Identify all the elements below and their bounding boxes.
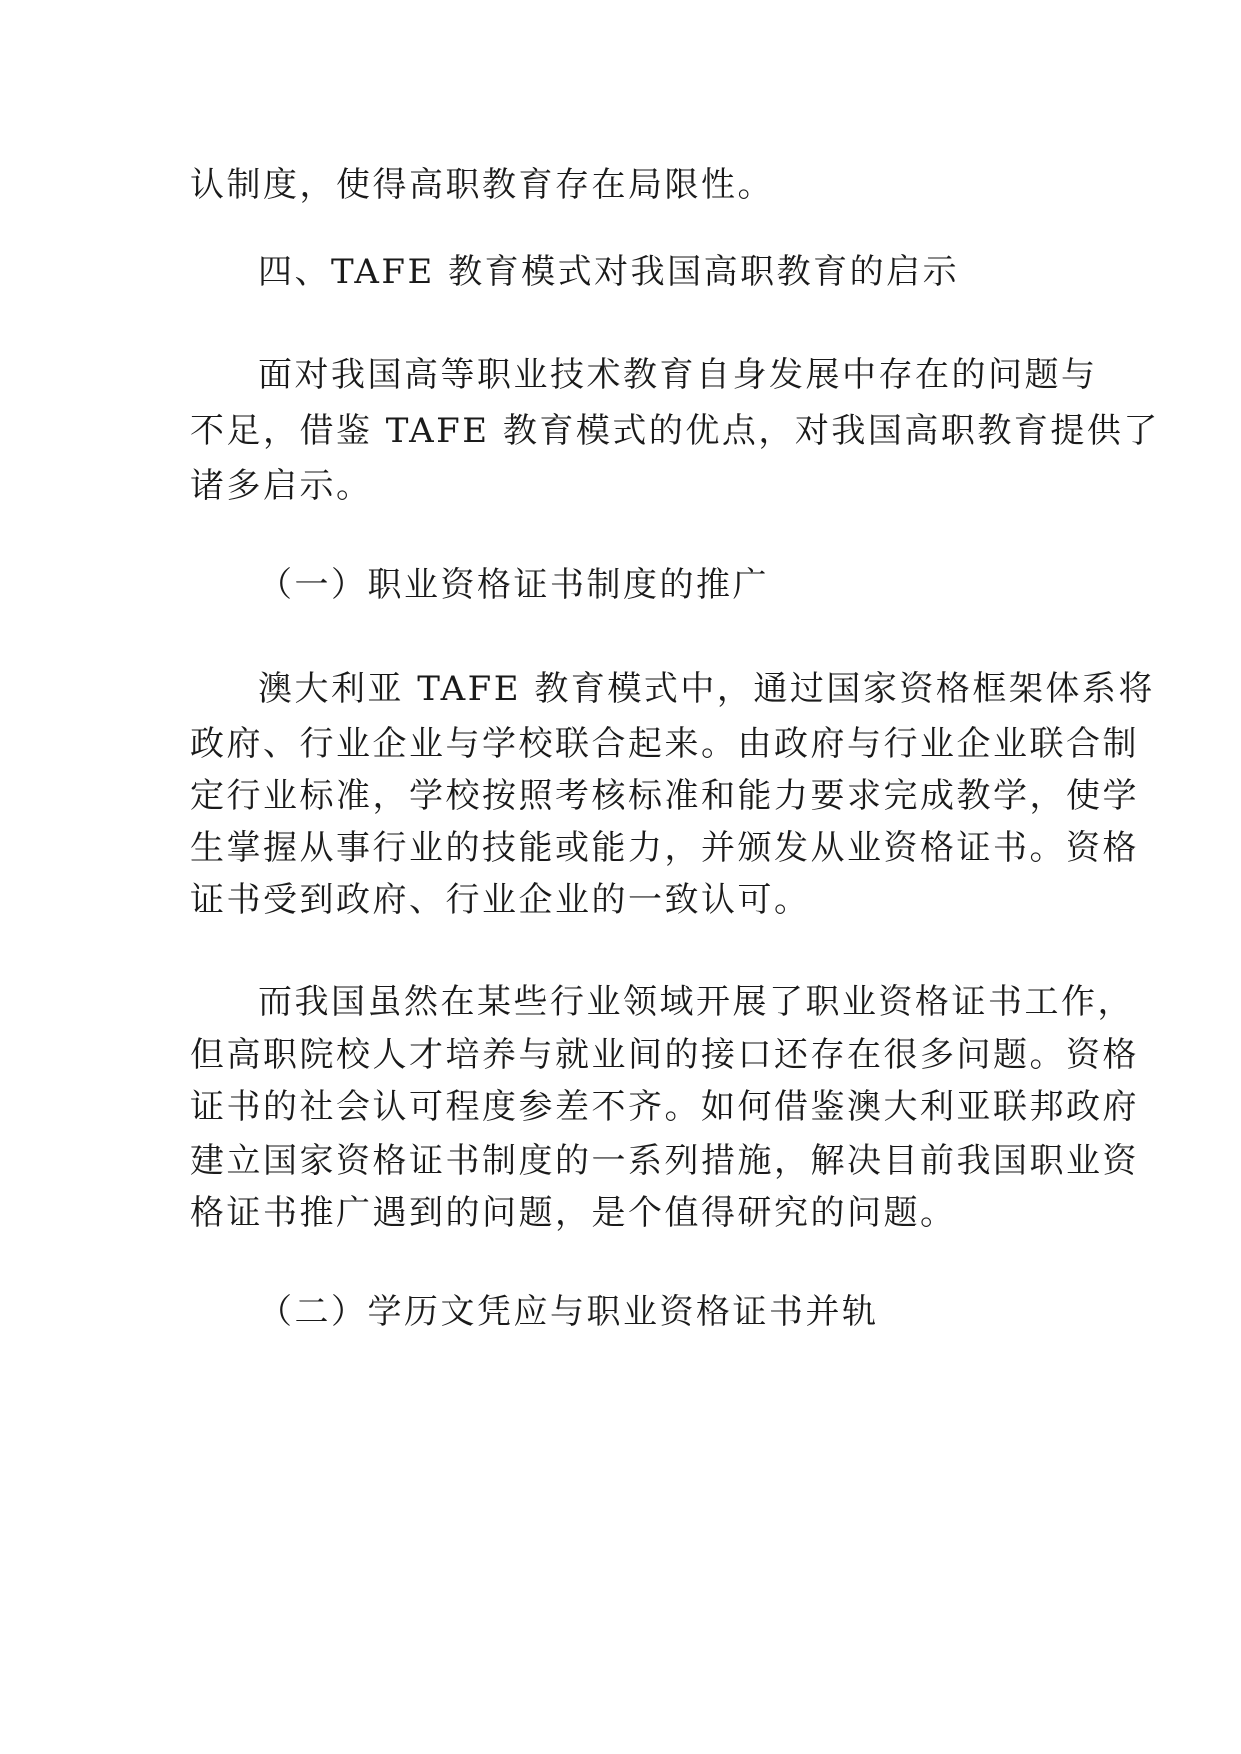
paragraph-line: 政府、行业企业与学校联合起来。由政府与行业企业联合制 xyxy=(190,724,1139,764)
paragraph-line: 定行业标准，学校按照考核标准和能力要求完成教学，使学 xyxy=(190,776,1139,816)
paragraph-line: 但高职院校人才培养与就业间的接口还存在很多问题。资格 xyxy=(190,1035,1139,1075)
paragraph-line: 面对我国高等职业技术教育自身发展中存在的问题与 xyxy=(258,355,1098,395)
section-heading: 四、TAFE 教育模式对我国高职教育的启示 xyxy=(258,252,960,292)
paragraph-line: 认制度，使得高职教育存在局限性。 xyxy=(190,165,774,205)
subsection-heading: （一）职业资格证书制度的推广 xyxy=(258,565,769,605)
paragraph-line: 不足，借鉴 TAFE 教育模式的优点，对我国高职教育提供了 xyxy=(190,411,1160,451)
paragraph-line: 格证书推广遇到的问题，是个值得研究的问题。 xyxy=(190,1193,957,1233)
paragraph-line: 诸多启示。 xyxy=(190,466,373,506)
paragraph-line: 证书受到政府、行业企业的一致认可。 xyxy=(190,880,811,920)
paragraph-line: 澳大利亚 TAFE 教育模式中，通过国家资格框架体系将 xyxy=(258,669,1155,709)
paragraph-line: 生掌握从事行业的技能或能力，并颁发从业资格证书。资格 xyxy=(190,828,1139,868)
paragraph-line: 建立国家资格证书制度的一系列措施，解决目前我国职业资 xyxy=(190,1141,1139,1181)
subsection-heading: （二）学历文凭应与职业资格证书并轨 xyxy=(258,1292,879,1332)
paragraph-line: 而我国虽然在某些行业领域开展了职业资格证书工作， xyxy=(258,982,1134,1022)
paragraph-line: 证书的社会认可程度参差不齐。如何借鉴澳大利亚联邦政府 xyxy=(190,1087,1139,1127)
